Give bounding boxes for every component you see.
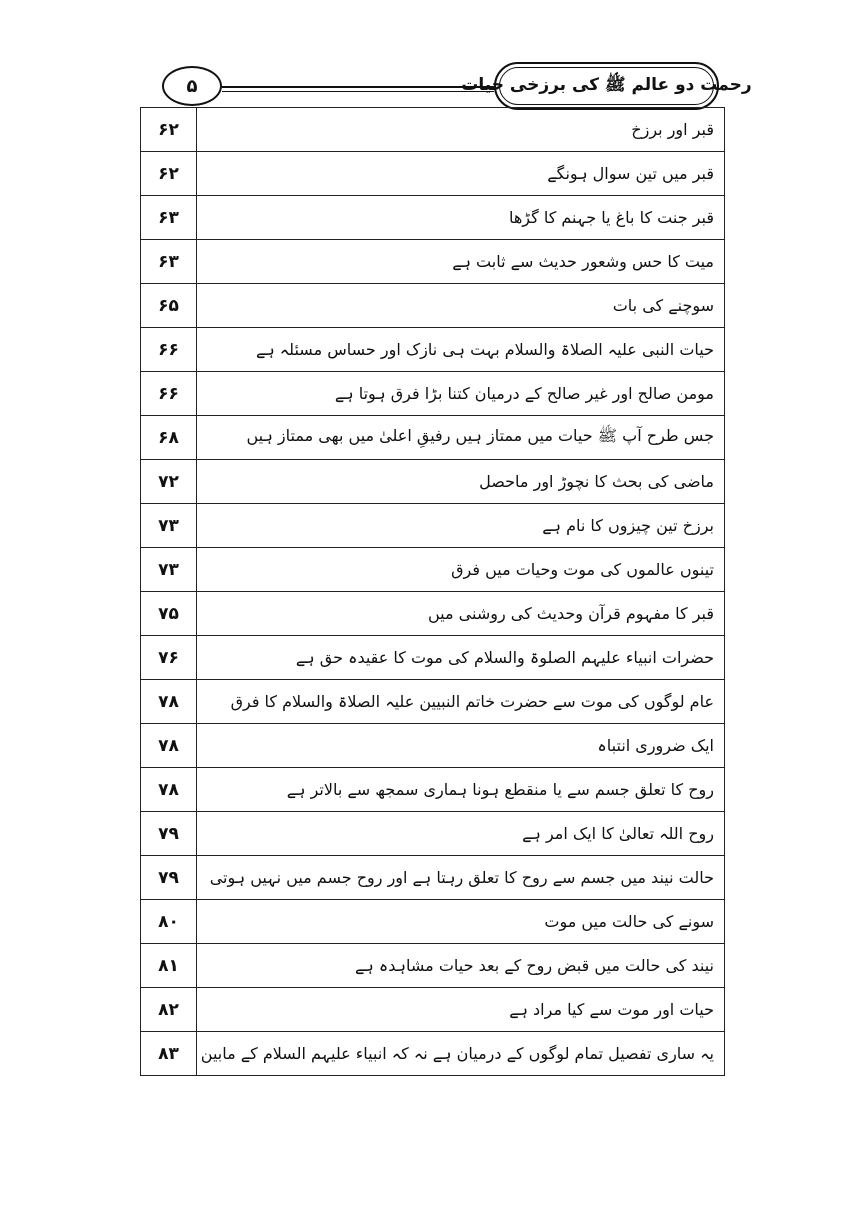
toc-page-number: ۷۳	[141, 504, 197, 548]
toc-page-number: ۷۹	[141, 812, 197, 856]
table-row	[141, 196, 725, 240]
toc-entry-title: روح اللہ تعالیٰ کا ایک امر ہے	[197, 812, 725, 856]
toc-page-number: ۸۲	[141, 988, 197, 1032]
table-row	[141, 152, 725, 196]
toc-entry-title: حیات اور موت سے کیا مراد ہے	[197, 988, 725, 1032]
toc-entry-title: قبر میں تین سوال ہونگے	[197, 152, 725, 196]
toc-entry-title: سوچنے کی بات	[197, 284, 725, 328]
toc-entry-title: یہ ساری تفصیل تمام لوگوں کے درمیان ہے نہ کہ انبیاء علیہم السلام کے مابین	[197, 1032, 725, 1076]
table-row	[141, 504, 725, 548]
table-row	[141, 944, 725, 988]
toc-page-number: ۷۳	[141, 548, 197, 592]
header-rule	[222, 86, 494, 88]
table-row	[141, 988, 725, 1032]
table-row	[141, 812, 725, 856]
table-row	[141, 108, 725, 152]
toc-page-number: ۶۵	[141, 284, 197, 328]
table-row	[141, 636, 725, 680]
toc-page-number: ۷۶	[141, 636, 197, 680]
table-row	[141, 416, 725, 460]
toc-entry-title: جس طرح آپ ﷺ حیات میں ممتاز ہیں رفیقِ اعلیٰ میں بھی ممتاز ہیں	[197, 416, 725, 460]
toc-entry-title: حضرات انبیاء علیہم الصلوۃ والسلام کی موت کا عقیدہ حق ہے	[197, 636, 725, 680]
toc-page-number: ۷۸	[141, 680, 197, 724]
toc-entry-title: قبر اور برزخ	[197, 108, 725, 152]
toc-page-number: ۸۰	[141, 900, 197, 944]
table-row	[141, 460, 725, 504]
toc-entry-title: قبر جنت کا باغ یا جہنم کا گڑھا	[197, 196, 725, 240]
table-of-contents	[140, 107, 725, 1076]
table-row	[141, 592, 725, 636]
table-row	[141, 680, 725, 724]
toc-page-number: ۷۸	[141, 768, 197, 812]
table-row	[141, 724, 725, 768]
toc-page-number: ۷۸	[141, 724, 197, 768]
page-number: ۵	[186, 75, 198, 97]
table-row	[141, 372, 725, 416]
toc-page-number: ۸۳	[141, 1032, 197, 1076]
page-number-badge	[162, 66, 222, 106]
toc-entry-title: مومن صالح اور غیر صالح کے درمیان کتنا بڑا فرق ہوتا ہے	[197, 372, 725, 416]
toc-page-number: ۷۲	[141, 460, 197, 504]
table-row	[141, 900, 725, 944]
toc-entry-title: میت کا حس وشعور حدیث سے ثابت ہے	[197, 240, 725, 284]
toc-page-number: ۷۵	[141, 592, 197, 636]
toc-page-number: ۶۸	[141, 416, 197, 460]
toc-page-number: ۶۳	[141, 196, 197, 240]
book-title-frame	[461, 62, 752, 110]
header-rule-thin	[222, 91, 494, 92]
toc-entry-title: سونے کی حالت میں موت	[197, 900, 725, 944]
table-row	[141, 856, 725, 900]
toc-entry-title: حالت نیند میں جسم سے روح کا تعلق رہتا ہے اور روح جسم میں نہیں ہوتی	[197, 856, 725, 900]
toc-page-number: ۷۹	[141, 856, 197, 900]
toc-page-number: ۶۶	[141, 328, 197, 372]
table-row	[141, 284, 725, 328]
toc-page-number: ۶۲	[141, 108, 197, 152]
toc-entry-title: تینوں عالموں کی موت وحیات میں فرق	[197, 548, 725, 592]
toc-entry-title: قبر کا مفہوم قرآن وحدیث کی روشنی میں	[197, 592, 725, 636]
table-row	[141, 768, 725, 812]
toc-entry-title: روح کا تعلق جسم سے یا منقطع ہونا ہماری سمجھ سے بالاتر ہے	[197, 768, 725, 812]
toc-page-number: ۶۲	[141, 152, 197, 196]
toc-page-number: ۶۶	[141, 372, 197, 416]
toc-page-number: ۸۱	[141, 944, 197, 988]
toc-page-number: ۶۳	[141, 240, 197, 284]
toc-entry-title: برزخ تین چیزوں کا نام ہے	[197, 504, 725, 548]
toc-entry-title: عام لوگوں کی موت سے حضرت خاتم النبیین علیہ الصلاۃ والسلام کا فرق	[197, 680, 725, 724]
toc-entry-title: ایک ضروری انتباہ	[197, 724, 725, 768]
table-row	[141, 1032, 725, 1076]
table-row	[141, 240, 725, 284]
table-row	[141, 548, 725, 592]
table-row	[141, 328, 725, 372]
book-title: رحمت دو عالم ﷺ کی برزخی حیات	[461, 74, 752, 95]
toc-entry-title: حیات النبی علیہ الصلاۃ والسلام بہت ہی نازک اور حساس مسئلہ ہے	[197, 328, 725, 372]
toc-entry-title: ماضی کی بحث کا نچوڑ اور ماحصل	[197, 460, 725, 504]
toc-entry-title: نیند کی حالت میں قبض روح کے بعد حیات مشاہدہ ہے	[197, 944, 725, 988]
